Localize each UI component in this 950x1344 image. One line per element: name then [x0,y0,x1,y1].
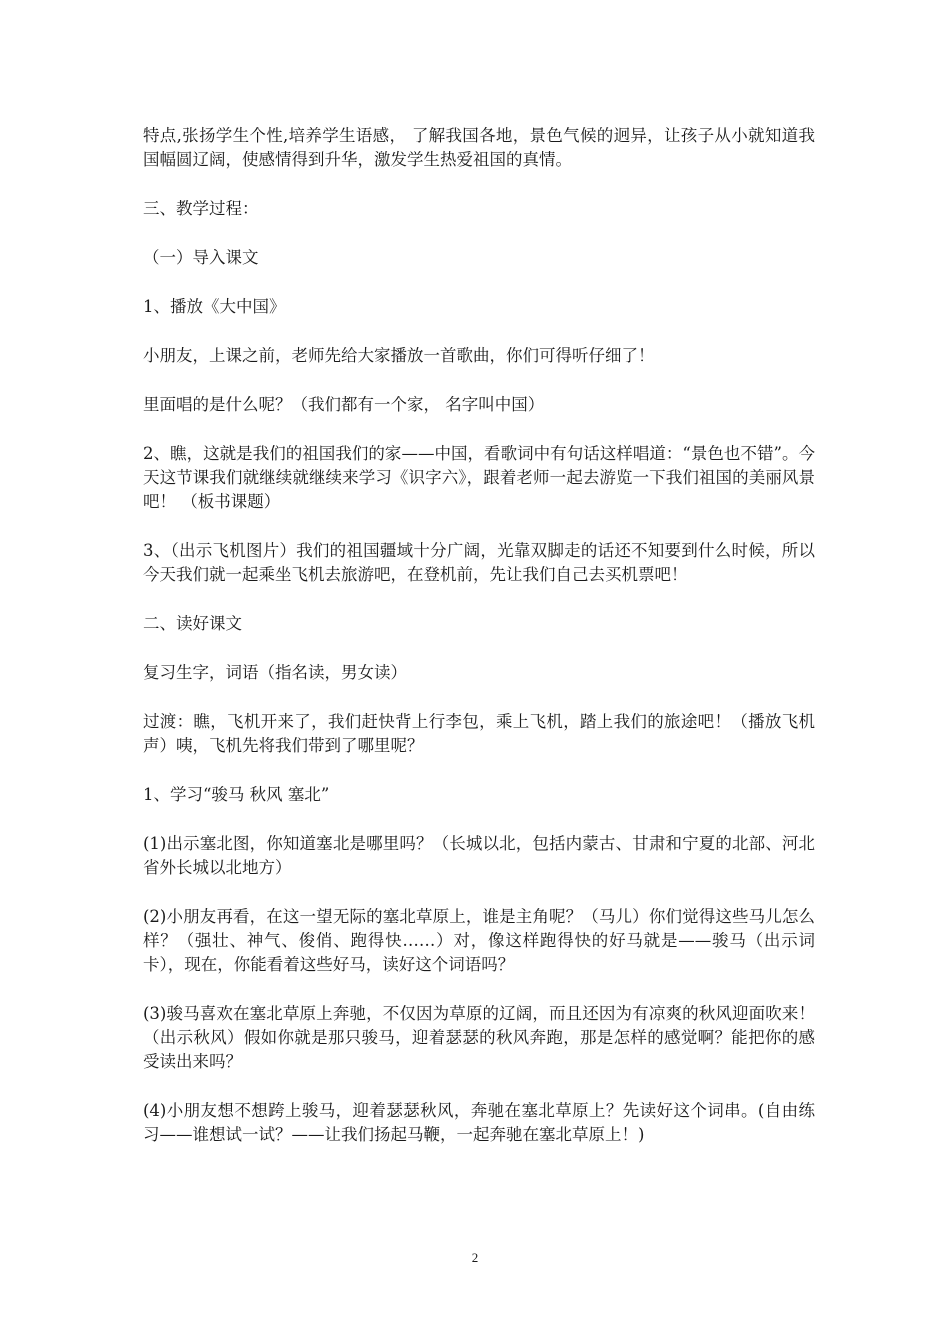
section-heading-read-text: 二、读好课文 [143,614,242,633]
list-item-2: (2)小朋友再看，在这一望无际的塞北草原上，谁是主角呢？（马儿）你们觉得这些马儿怎么样？（强壮、神气、俊俏、跑得快……）对，像这样跑得快的好马就是——骏马（出示词卡），现在，你能看着这些好马，读好这个词语吗？ [143,907,815,974]
step-learn-words: 1、学习“骏马 秋风 塞北” [143,785,330,804]
section-heading-teaching-process: 三、教学过程： [143,199,259,218]
paragraph-intro-continuation: 特点,张扬学生个性,培养学生语感， 了解我国各地，景色气候的迥异，让孩子从小就知道我国幅圆辽阔，使感情得到升华，激发学生热爱祖国的真情。 [143,126,815,169]
paragraph-teacher-prompt: 小朋友，上课之前，老师先给大家播放一首歌曲，你们可得听仔细了！ [143,346,655,365]
list-item-1: (1)出示塞北图，你知道塞北是哪里吗？（长城以北，包括内蒙古、甘肃和宁夏的北部、河北省外长城以北地方） [143,834,815,877]
document-body [143,124,815,1172]
paragraph-transition: 过渡：瞧，飞机开来了，我们赶快背上行李包，乘上飞机，踏上我们的旅途吧！（播放飞机声）咦，飞机先将我们带到了哪里呢？ [143,712,815,755]
paragraph-review: 复习生字，词语（指名读，男女读） [143,663,407,682]
step-motherland: 2、瞧，这就是我们的祖国我们的家——中国，看歌词中有句话这样唱道：“景色也不错”。今天这节课我们就继续就继续来学习《识字六》，跟着老师一起去游览一下我们祖国的美丽风景吧！ （板书课题） [143,444,815,511]
page-number: 2 [471,1250,479,1265]
list-item-3: (3)骏马喜欢在塞北草原上奔驰，不仅因为草原的辽阔，而且还因为有凉爽的秋风迎面吹来！（出示秋风）假如你就是那只骏马，迎着瑟瑟的秋风奔跑，那是怎样的感觉啊？能把你的感受读出来吗？ [143,1004,815,1071]
subsection-heading-introduction: （一）导入课文 [143,248,259,267]
step-airplane: 3、（出示飞机图片）我们的祖国疆域十分广阔，光靠双脚走的话还不知要到什么时候，所以今天我们就一起乘坐飞机去旅游吧，在登机前，先让我们自己去买机票吧！ [143,541,815,584]
paragraph-question: 里面唱的是什么呢？（我们都有一个家， 名字叫中国） [143,395,545,414]
step-play-song: 1、播放《大中国》 [143,297,286,316]
list-item-4: (4)小朋友想不想跨上骏马，迎着瑟瑟秋风，奔驰在塞北草原上？先读好这个词串。(自由练习——谁想试一试？——让我们扬起马鞭，一起奔驰在塞北草原上！) [143,1101,815,1144]
